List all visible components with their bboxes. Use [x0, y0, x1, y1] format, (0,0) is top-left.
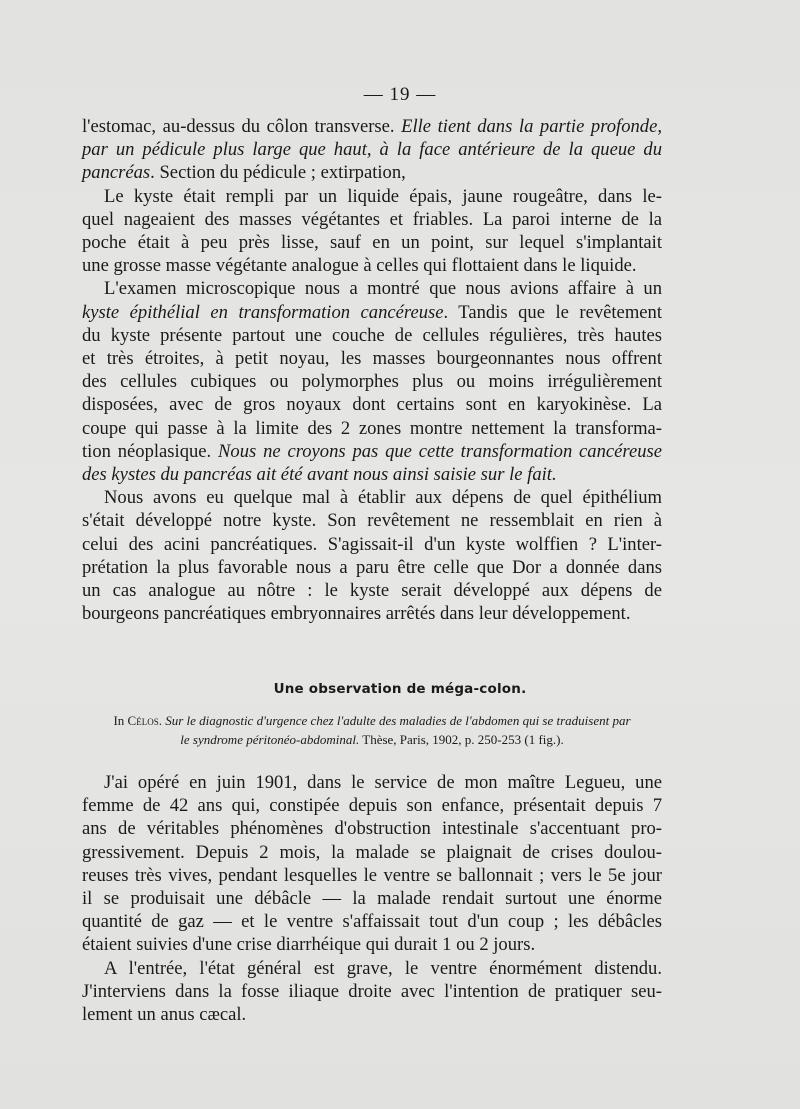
paragraph [82, 486, 662, 625]
text-run: disposées, avec de gros noyaux dont certains sont en karyokinèse. La [82, 394, 662, 416]
text-run: s'était développé notre kyste. Son revêtement ne ressemblait en rien à [82, 510, 662, 532]
text-run: prétation la plus favorable nous a paru être celle que Dor a donnée dans [82, 556, 662, 578]
text-line [82, 301, 662, 324]
citation-details: Thèse, Paris, 1902, p. 250-253 (1 fig.). [359, 732, 564, 747]
text-line [82, 841, 662, 864]
text-run: A l'entrée, l'état général est grave, le ventre énormément distendu. [104, 957, 662, 979]
text-line [82, 817, 662, 840]
text-line [82, 887, 662, 910]
text-run: l'estomac, au-dessus du côlon transverse. [82, 116, 402, 137]
text-run: du kyste présente partout une couche de cellules régulières, très hautes [82, 324, 662, 346]
text-run: une grosse masse végétante analogue à celles qui flottaient dans le liquide. [82, 255, 637, 277]
paragraph [82, 115, 662, 185]
text-run: pancréas [82, 162, 151, 184]
citation-prefix: In [113, 713, 128, 728]
text-line [82, 910, 662, 933]
text-line [82, 185, 662, 208]
citation-title-2: le syndrome péritonéo-abdominal. [180, 732, 360, 747]
text-line [82, 509, 662, 532]
text-run: gressivement. Depuis 2 mois, la malade se plaignait de crises doulou- [82, 841, 662, 863]
text-run: ans de véritables phénomènes d'obstruction intestinale s'accentuant pro- [82, 818, 662, 840]
text-run: et très étroites, à petit noyau, les masses bourgeonnantes nous offrent [82, 348, 662, 370]
text-line [82, 254, 662, 277]
text-line [82, 347, 662, 370]
text-run: des cellules cubiques ou polymorphes plus ou moins irrégulièrement [82, 371, 662, 393]
citation-author: Célos [127, 713, 159, 728]
section-2-body [82, 771, 662, 1026]
text-run: des kystes du pancréas ait été avant nous ainsi saisie sur le fait. [82, 464, 557, 486]
text-line [82, 556, 662, 579]
text-run: celui des acini pancréatiques. S'agissait-il d'un kyste wolffien ? L'inter- [82, 533, 662, 555]
text-run: J'interviens dans la fosse iliaque droite avec l'intention de pratiquer seu- [82, 980, 662, 1002]
text-line [82, 486, 662, 509]
text-line [82, 579, 662, 602]
text-line [82, 393, 662, 416]
citation-title-1: Sur le diagnostic d'urgence chez l'adulte des maladies de l'abdomen qui se traduisent par [165, 713, 631, 728]
text-run: quantité de gaz — et le ventre s'affaissait tout d'un coup ; les débâcles [82, 911, 662, 933]
text-run: reuses très vives, pendant lesquelles le ventre se ballonnait ; vers le 5e jour [82, 864, 662, 886]
text-line [82, 115, 662, 138]
paragraph [82, 771, 662, 957]
text-line [82, 771, 662, 794]
text-run: Elle tient dans la partie profonde, [401, 116, 662, 137]
text-run: L'examen microscopique nous a montré que nous avions affaire à un [104, 278, 662, 300]
text-line [82, 463, 662, 486]
text-run: lement un anus cæcal. [82, 1004, 247, 1026]
text-run: quel nageaient des masses végétantes et friables. La paroi interne de la [82, 208, 662, 230]
text-run: femme de 42 ans qui, constipée depuis son enfance, présentait depuis 7 [82, 795, 662, 817]
text-line [82, 794, 662, 817]
text-run: Nous ne croyons pas que cette transformation cancéreuse [218, 440, 662, 462]
text-line [82, 933, 662, 956]
page-number: — 19 — [363, 84, 437, 105]
text-run: étaient suivies d'une crise diarrhéique qui durait 1 ou 2 jours. [82, 934, 536, 956]
text-run: Nous avons eu quelque mal à établir aux dépens de quel épithélium [104, 487, 662, 509]
citation [82, 711, 662, 749]
text-line [82, 440, 662, 463]
text-line [82, 277, 662, 300]
text-line [82, 138, 662, 161]
paragraph [82, 957, 662, 1027]
text-line [82, 370, 662, 393]
text-line [82, 1003, 662, 1026]
text-line [82, 231, 662, 254]
text-line [82, 161, 662, 184]
text-line [82, 957, 662, 980]
text-run: un cas analogue au nôtre : le kyste serait développé aux dépens de [82, 580, 662, 602]
citation-line-2 [82, 730, 662, 749]
text-run: tion néoplasique. [82, 440, 219, 462]
text-line [82, 533, 662, 556]
paragraph [82, 277, 662, 486]
text-run: Le kyste était rempli par un liquide épais, jaune rougeâtre, dans le- [104, 185, 662, 207]
text-line [82, 864, 662, 887]
text-run: il se produisait une débâcle — la malade rendait surtout une énorme [82, 888, 662, 910]
text-line [82, 417, 662, 440]
text-run: bourgeons pancréatiques embryonnaires arrêtés dans leur développement. [82, 603, 631, 625]
text-run: par un pédicule plus large que haut, à la face antérieure de la queue du [82, 139, 662, 161]
text-run: J'ai opéré en juin 1901, dans le service de mon maître Legueu, une [104, 772, 662, 793]
section-1-body [82, 115, 662, 625]
text-line [82, 324, 662, 347]
text-run: coupe qui passe à la limite des 2 zones montre nettement la transforma- [82, 417, 662, 439]
text-run: kyste épithélial en transformation cancéreuse [82, 301, 444, 323]
text-run: . Section du pédicule ; extirpation, [150, 162, 406, 184]
section-heading: Une observation de méga-colon. [273, 681, 527, 697]
paragraph [82, 185, 662, 278]
text-line [82, 602, 662, 625]
text-line [82, 208, 662, 231]
text-run: . Tandis que le revêtement [443, 301, 662, 323]
text-line [82, 980, 662, 1003]
citation-line-1: In Célos. Sur le diagnostic d'urgence chez l'adulte des maladies de l'abdomen qui se traduisent par [113, 713, 631, 728]
text-run: poche était à peu près lisse, sauf en un point, sur lequel s'implantait [82, 232, 662, 254]
